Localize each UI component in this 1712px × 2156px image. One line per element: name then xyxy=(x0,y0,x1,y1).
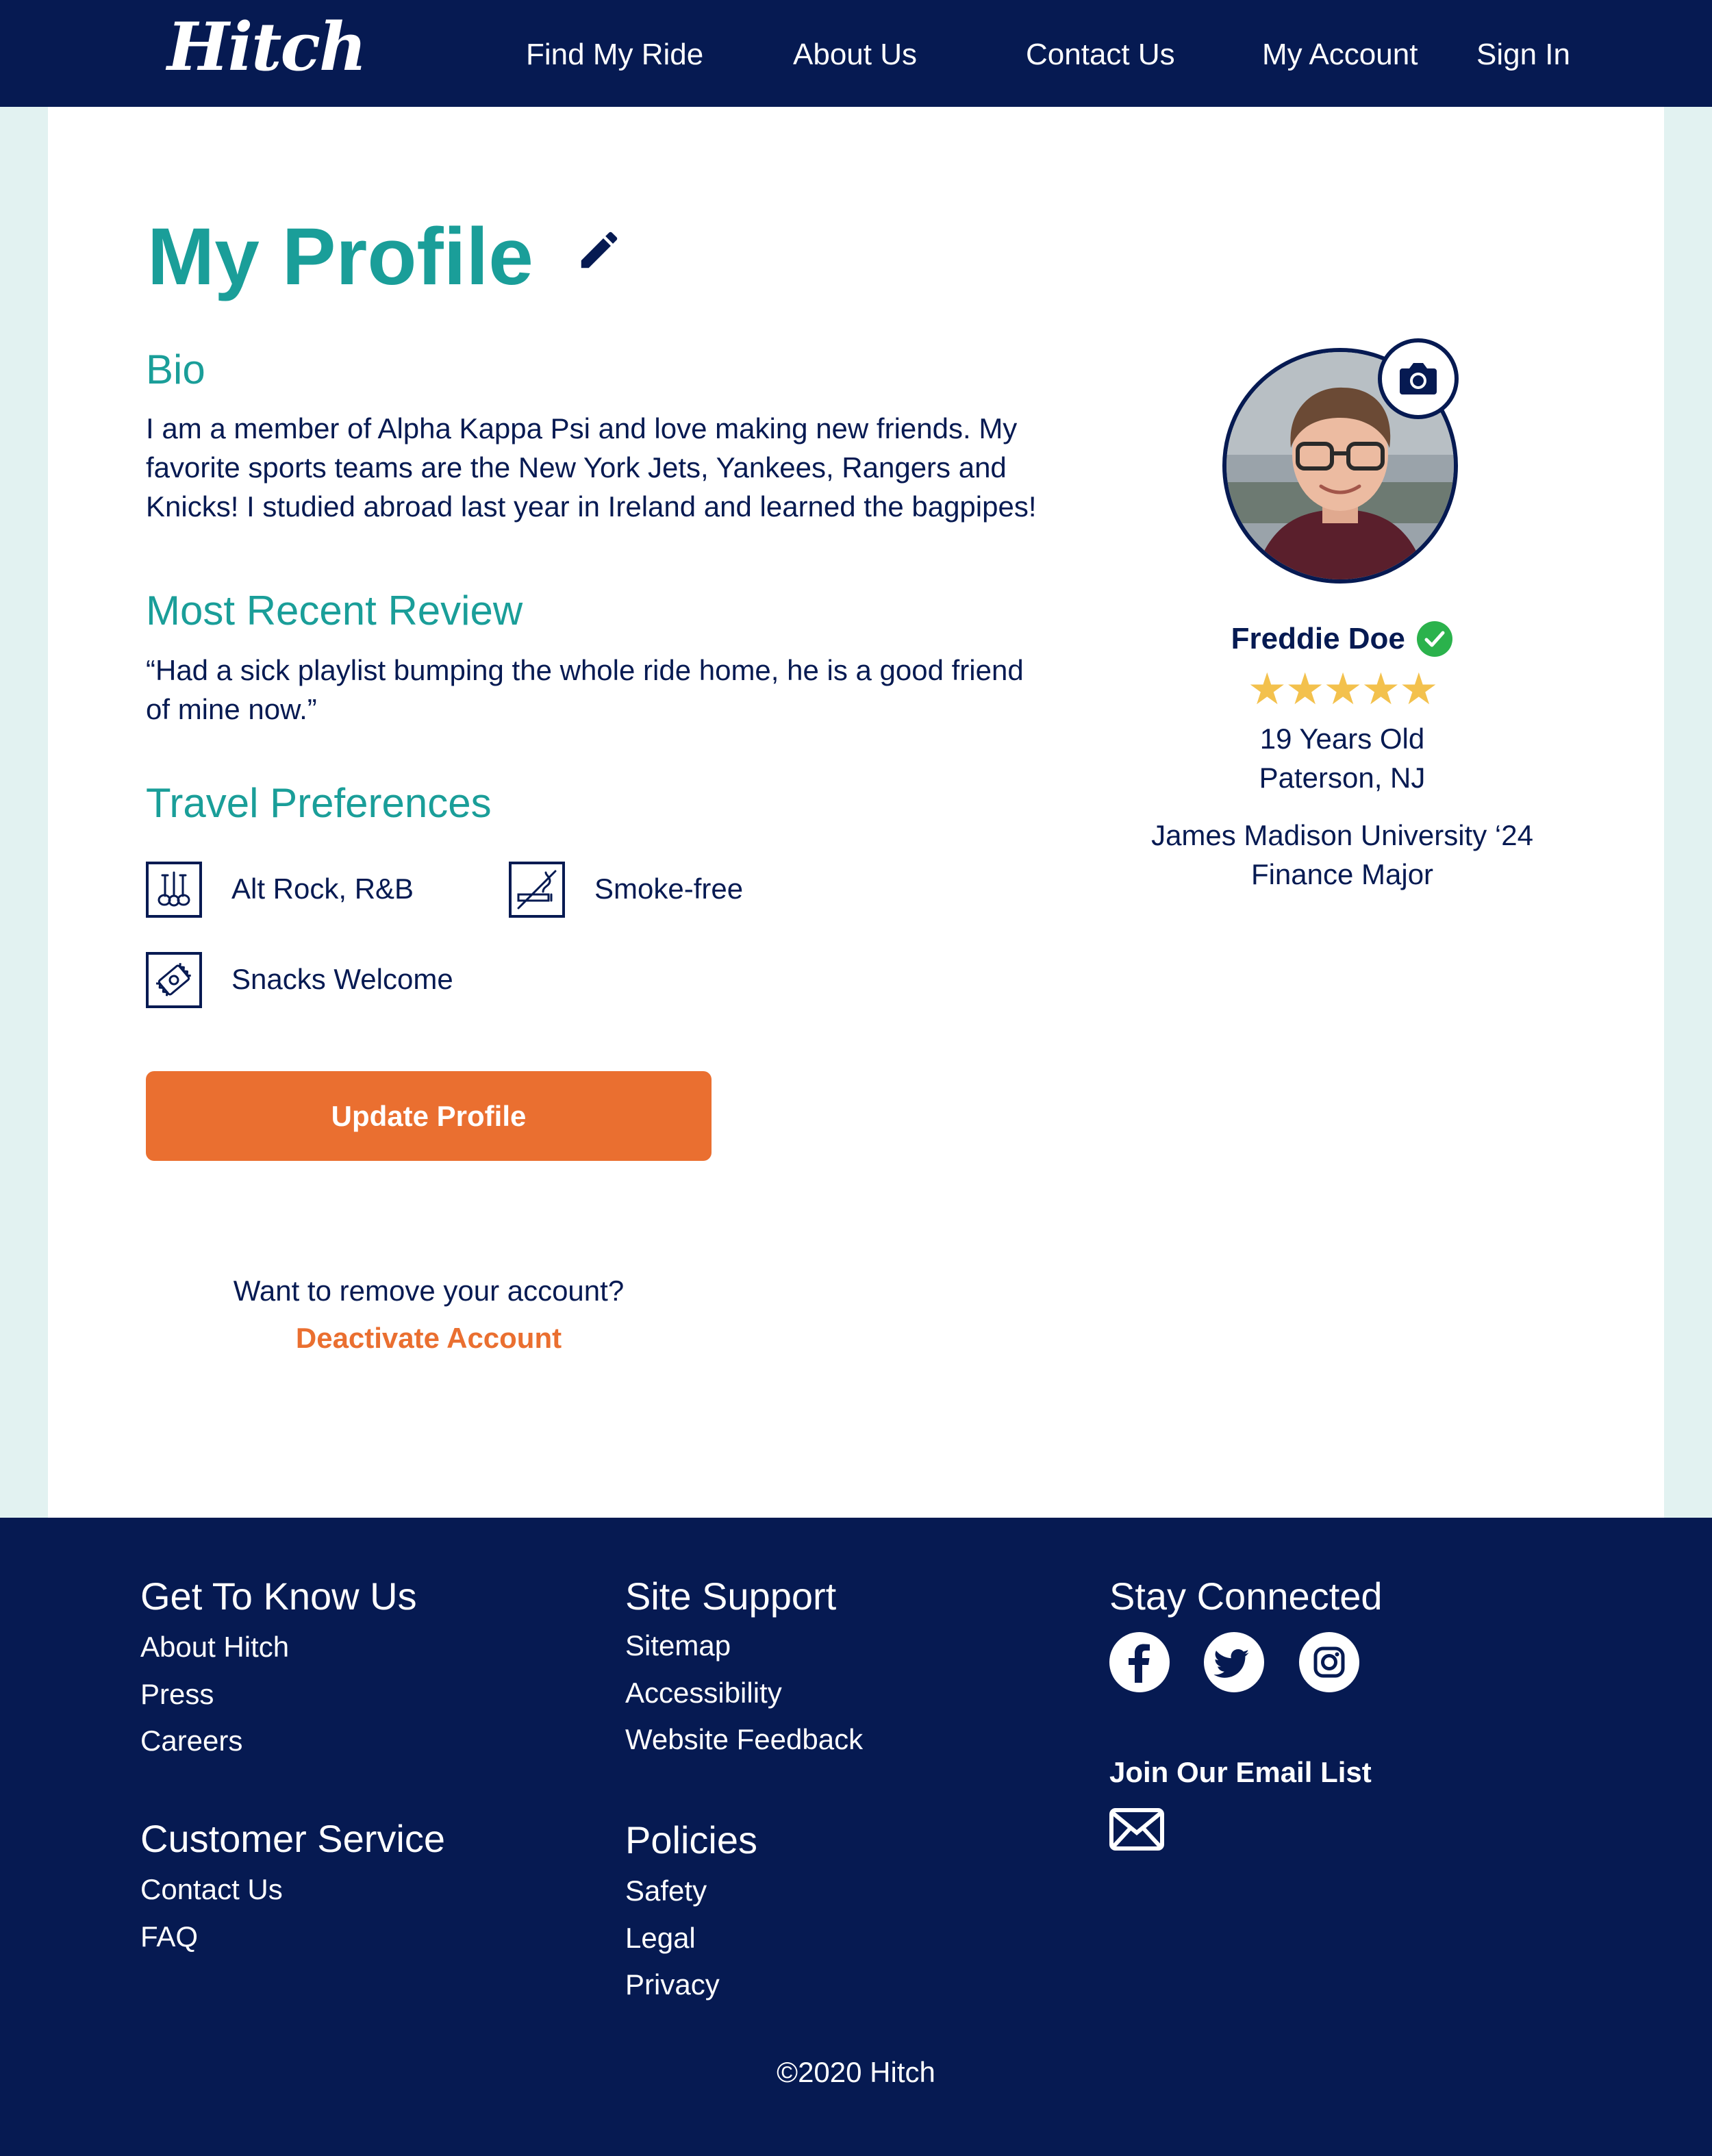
email-envelope-icon[interactable] xyxy=(1109,1808,1164,1851)
bio-line: I am a member of Alpha Kappa Psi and love making new friends. My xyxy=(146,412,1018,444)
footer-link-about-hitch[interactable]: About Hitch xyxy=(140,1631,290,1663)
user-name: Freddie Doe xyxy=(1231,622,1405,655)
nav-sign-in[interactable]: Sign In xyxy=(1476,38,1570,71)
footer-link-privacy[interactable]: Privacy xyxy=(625,1968,720,2001)
remove-account-question: Want to remove your account? xyxy=(233,1275,625,1307)
footer-link-sitemap[interactable]: Sitemap xyxy=(625,1629,731,1662)
footer-stay-connected-heading: Stay Connected xyxy=(1109,1575,1383,1618)
bio-line: favorite sports teams are the New York Jets, Yankees, Rangers and xyxy=(146,451,1007,484)
facebook-icon[interactable] xyxy=(1109,1632,1170,1692)
update-profile-button[interactable]: Update Profile xyxy=(146,1071,712,1161)
preferences-heading: Travel Preferences xyxy=(146,780,492,826)
footer-link-accessibility[interactable]: Accessibility xyxy=(625,1677,782,1709)
change-photo-button[interactable] xyxy=(1378,338,1459,419)
user-location: Paterson, NJ xyxy=(1259,762,1426,794)
join-email-list-label[interactable]: Join Our Email List xyxy=(1109,1756,1372,1788)
user-name-row xyxy=(1061,616,1623,662)
review-text xyxy=(146,651,1118,729)
deactivate-account-link[interactable]: Deactivate Account xyxy=(295,1322,562,1354)
user-school: James Madison University ‘24 xyxy=(1151,819,1533,851)
rating-stars: ★★★★★ xyxy=(1247,664,1437,714)
verified-check-icon xyxy=(1416,621,1453,657)
nav-my-account[interactable]: My Account xyxy=(1262,38,1418,71)
copyright-text: ©2020 Hitch xyxy=(777,2056,935,2088)
user-major: Finance Major xyxy=(1250,858,1434,890)
preference-snacks-label: Snacks Welcome xyxy=(231,963,453,995)
no-smoking-icon xyxy=(509,862,565,918)
nav-find-my-ride[interactable]: Find My Ride xyxy=(526,38,704,71)
snack-icon xyxy=(146,952,202,1008)
edit-pencil-icon[interactable] xyxy=(575,226,623,274)
footer-customer-service-heading: Customer Service xyxy=(140,1817,446,1860)
nav-contact-us[interactable]: Contact Us xyxy=(1026,38,1175,71)
bio-heading: Bio xyxy=(146,347,205,392)
footer-link-careers[interactable]: Careers xyxy=(140,1725,243,1757)
twitter-icon[interactable] xyxy=(1204,1632,1264,1692)
footer-link-website-feedback[interactable]: Website Feedback xyxy=(625,1723,864,1755)
footer-link-faq[interactable]: FAQ xyxy=(140,1920,199,1953)
footer-link-legal[interactable]: Legal xyxy=(625,1922,696,1954)
camera-icon xyxy=(1382,342,1455,415)
bio-text xyxy=(146,409,1118,526)
hitch-logo[interactable]: Hitch xyxy=(167,8,366,86)
footer-link-contact-us[interactable]: Contact Us xyxy=(140,1873,283,1905)
preference-music-label: Alt Rock, R&B xyxy=(231,873,414,905)
instagram-icon[interactable] xyxy=(1299,1632,1359,1692)
music-instruments-icon xyxy=(146,862,202,918)
footer-site-support-heading: Site Support xyxy=(625,1575,837,1618)
page-title: My Profile xyxy=(147,212,533,302)
review-line: “Had a sick playlist bumping the whole ride home, he is a good friend xyxy=(146,654,1024,686)
footer-link-safety[interactable]: Safety xyxy=(625,1875,707,1907)
preference-smoke-free-label: Smoke-free xyxy=(594,873,744,905)
bio-line: Knicks! I studied abroad last year in Ireland and learned the bagpipes! xyxy=(146,490,1037,523)
footer-get-to-know-heading: Get To Know Us xyxy=(140,1575,417,1618)
user-age: 19 Years Old xyxy=(1259,723,1425,755)
nav-about-us[interactable]: About Us xyxy=(793,38,917,71)
review-heading: Most Recent Review xyxy=(146,588,523,634)
footer-policies-heading: Policies xyxy=(625,1818,757,1862)
review-line: of mine now.” xyxy=(146,693,317,725)
footer-link-press[interactable]: Press xyxy=(140,1678,214,1710)
